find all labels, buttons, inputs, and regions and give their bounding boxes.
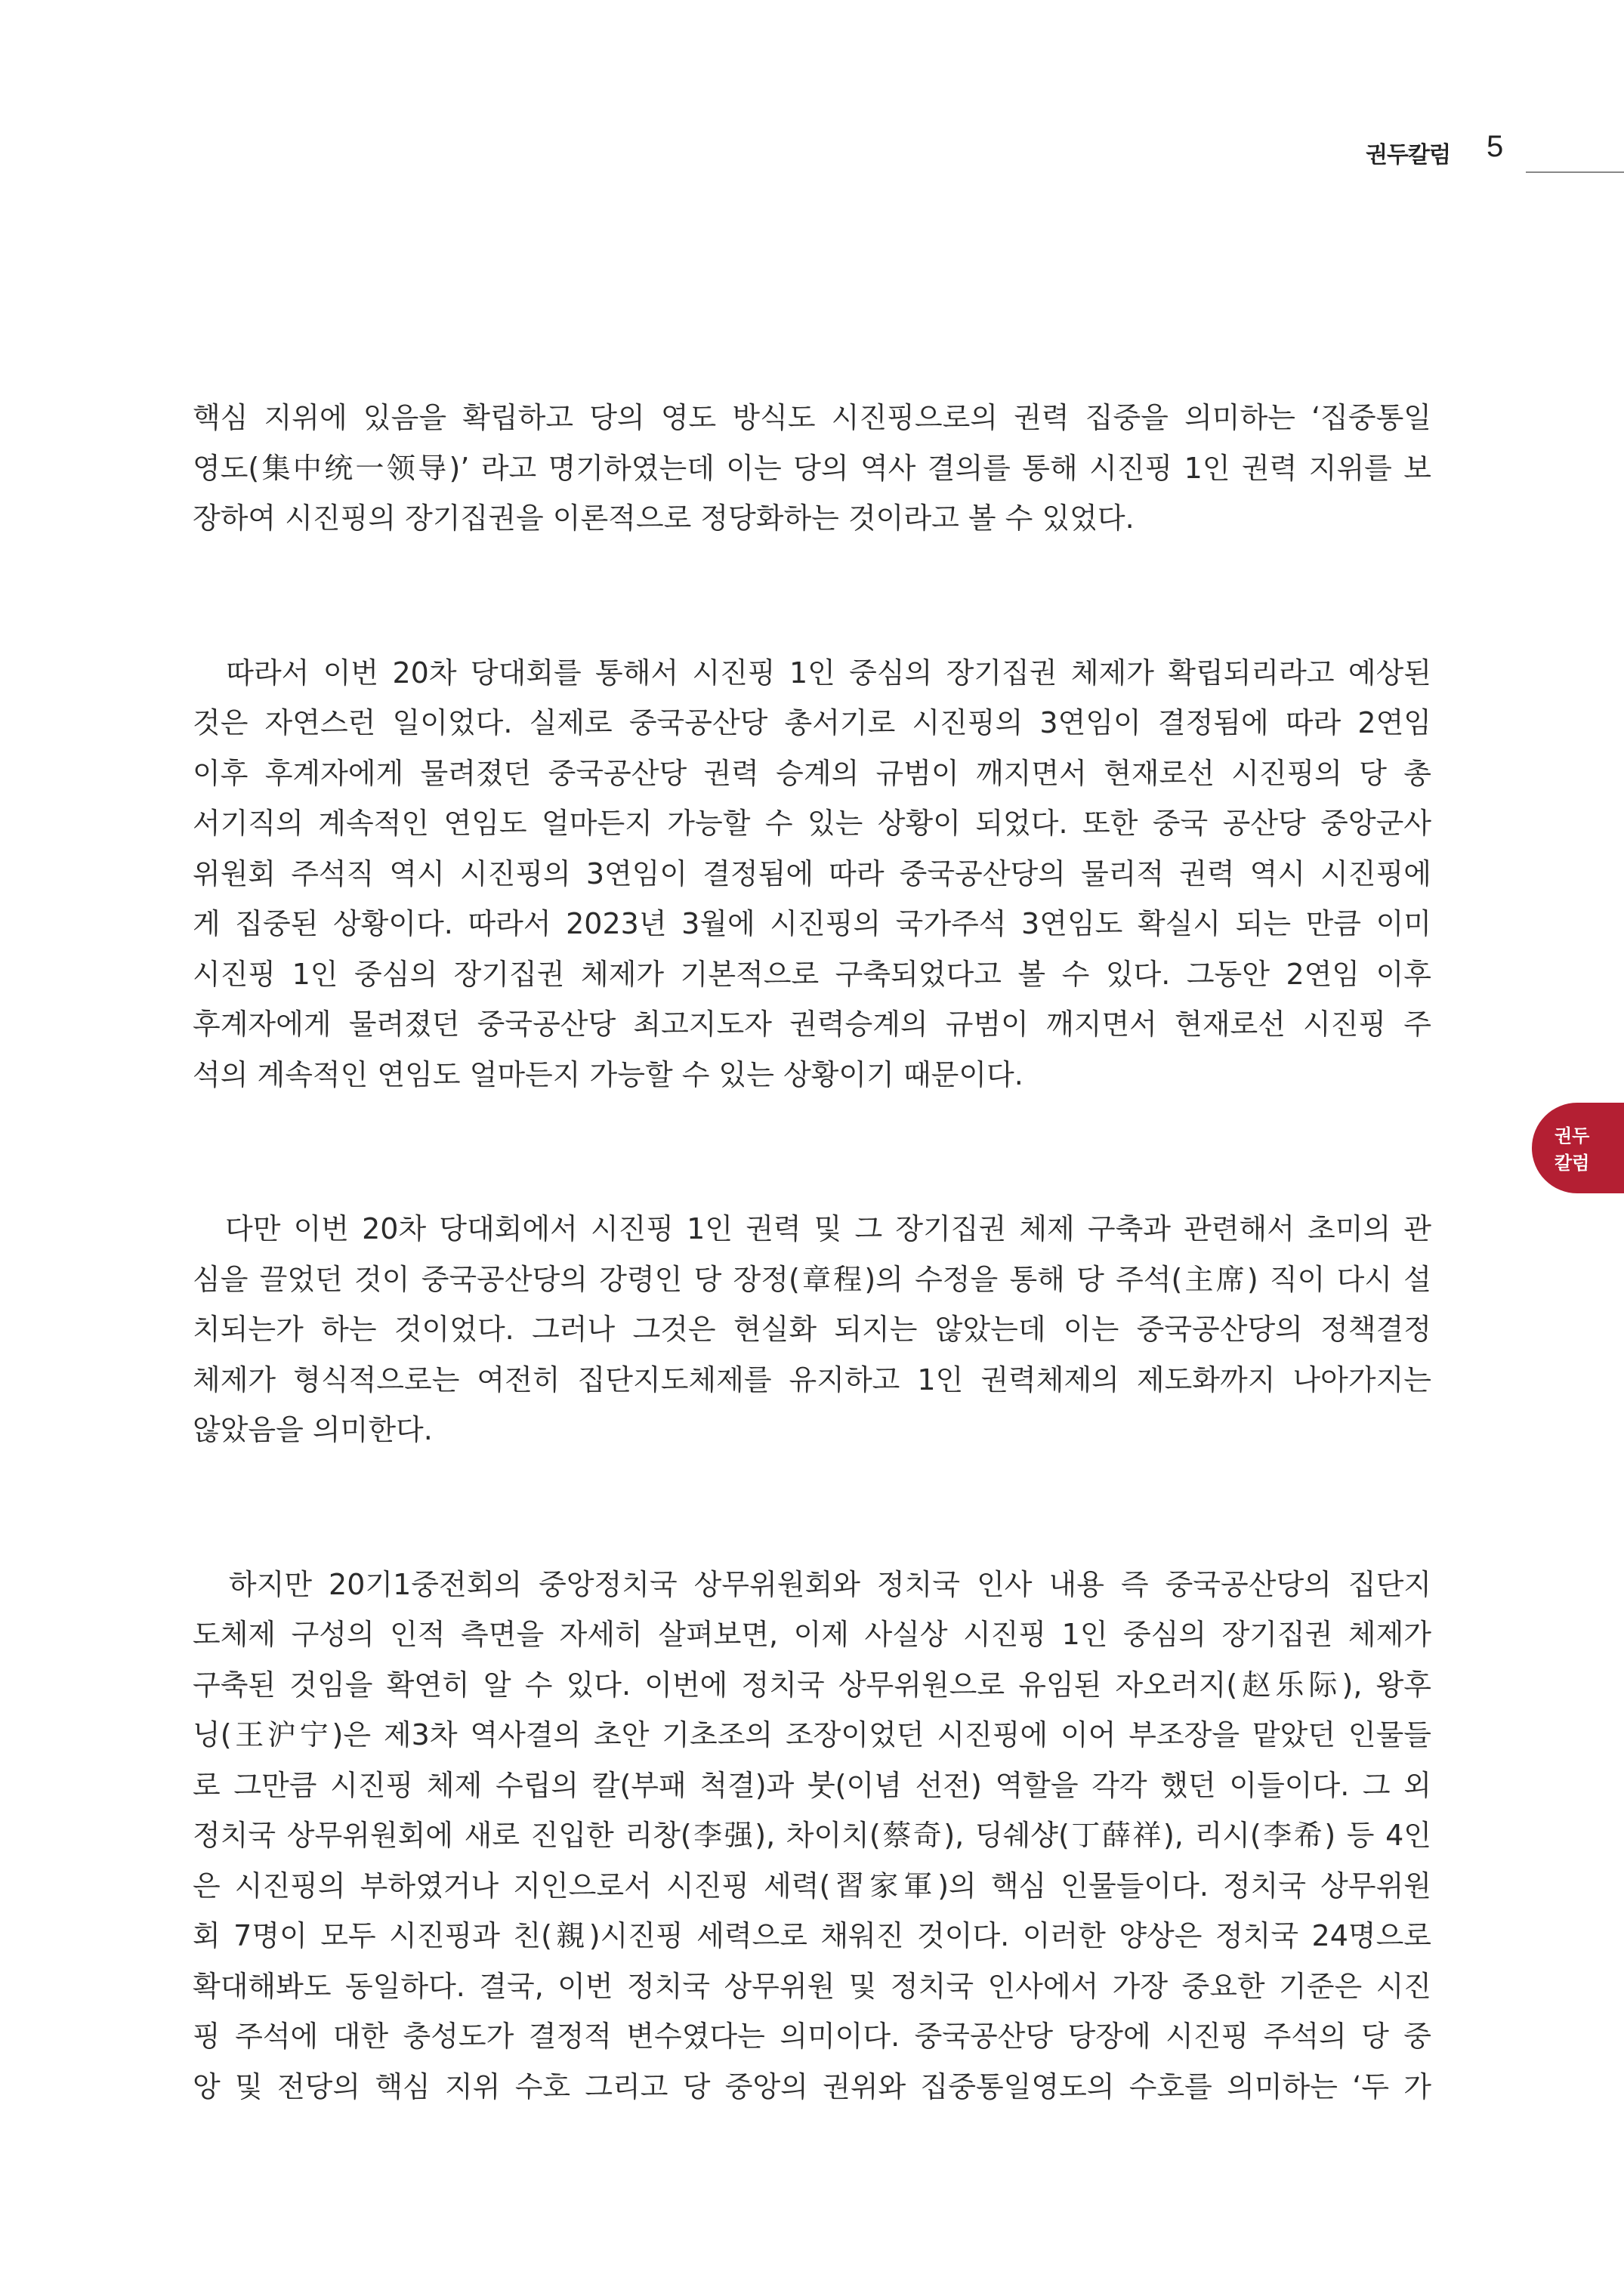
text-line: 게 집중된 상황이다. 따라서 2023년 3월에 시진핑의 국가주석 3연임도 확실시 되는 만큼 이미 [193,907,1431,940]
paragraph-4 [193,1560,1431,2112]
text-line: 위원회 주석직 역시 시진핑의 3연임이 결정됨에 따라 중국공산당의 물리적 권력 역시 시진핑에 [193,856,1431,890]
text-line: 핵심 지위에 있음을 확립하고 당의 영도 방식도 시진핑으로의 권력 집중을 의미하는 ‘집중통일 [193,401,1431,434]
section-tab [1532,1103,1624,1193]
text-line: 은 시진핑의 부하였거나 지인으로서 시진핑 세력(習家軍)의 핵심 인물들이다. 정치국 상무위원 [193,1869,1431,1903]
text-line: 구축된 것임을 확연히 알 수 있다. 이번에 정치국 상무위원으로 유임된 자오러지(赵乐际), 왕후 [193,1668,1431,1702]
page-number: 5 [1487,130,1504,163]
section-tab-line1: 권두 [1555,1125,1590,1146]
running-title: 권두칼럼 [1366,142,1450,168]
text-line: 확대해봐도 동일하다. 결국, 이번 정치국 상무위원 및 정치국 인사에서 가장 중요한 기준은 시진 [193,1969,1431,2003]
text-line: 체제가 형식적으로는 여전히 집단지도체제를 유지하고 1인 권력체제의 제도화까지 나아가지는 [193,1363,1431,1396]
text-line: 정치국 상무위원회에 새로 진입한 리창(李强), 차이치(蔡奇), 딩쉐샹(丁薛祥), 리시(李希) 등 4인 [193,1819,1431,1852]
text-line: 것은 자연스런 일이었다. 실제로 중국공산당 총서기로 시진핑의 3연임이 결정됨에 따라 2연임 [193,706,1431,739]
text-line: 앙 및 전당의 핵심 지위 수호 그리고 당 중앙의 권위와 집중통일영도의 수호를 의미하는 ‘두 가 [193,2069,1431,2103]
text-line: 핑 주석에 대한 충성도가 결정적 변수였다는 의미이다. 중국공산당 당장에 시진핑 주석의 당 중 [193,2020,1431,2053]
text-line: 도체제 구성의 인적 측면을 자세히 살펴보면, 이제 사실상 시진핑 1인 중심의 장기집권 체제가 [193,1618,1431,1651]
text-line: 시진핑 1인 중심의 장기집권 체제가 기본적으로 구축되었다고 볼 수 있다. 그동안 2연임 이후 [193,957,1431,991]
text-line: 석의 계속적인 연임도 얼마든지 가능할 수 있는 상황이기 때문이다. [193,1057,1023,1091]
paragraph-1 [193,393,1431,544]
text-line: 다만 이번 20차 당대회에서 시진핑 1인 권력 및 그 장기집권 체제 구축과 관련해서 초미의 관 [193,1212,1431,1245]
text-line: 로 그만큼 시진핑 체제 수립의 칼(부패 척결)과 붓(이념 선전) 역할을 각각 했던 이들이다. 그 외 [193,1768,1431,1802]
text-line: 장하여 시진핑의 장기집권을 이론적으로 정당화하는 것이라고 볼 수 있었다. [193,501,1135,535]
page-header [1360,130,1624,175]
text-line: 영도(集中统一领导)’ 라고 명기하였는데 이는 당의 역사 결의를 통해 시진핑 1인 권력 지위를 보 [193,451,1431,485]
paragraph-3 [193,1204,1431,1455]
text-line: 심을 끌었던 것이 중국공산당의 강령인 당 장정(章程)의 수정을 통해 당 주석(主席) 직이 다시 설 [193,1262,1431,1296]
text-line: 후계자에게 물려졌던 중국공산당 최고지도자 권력승계의 규범이 깨지면서 현재로선 시진핑 주 [193,1008,1431,1041]
text-line: 않았음을 의미한다. [193,1413,433,1446]
article-body [193,393,1431,2112]
text-line: 서기직의 계속적인 연임도 얼마든지 가능할 수 있는 상황이 되었다. 또한 중국 공산당 중앙군사 [193,807,1431,840]
text-line: 치되는가 하는 것이었다. 그러나 그것은 현실화 되지는 않았는데 이는 중국공산당의 정책결정 [193,1313,1431,1346]
section-tab-line2: 칼럼 [1555,1153,1590,1174]
text-line: 회 7명이 모두 시진핑과 친(親)시진핑 세력으로 채워진 것이다. 이러한 양상은 정치국 24명으로 [193,1919,1431,1952]
text-line: 하지만 20기1중전회의 중앙정치국 상무위원회와 정치국 인사 내용 즉 중국공산당의 집단지 [193,1567,1431,1601]
text-line: 따라서 이번 20차 당대회를 통해서 시진핑 1인 중심의 장기집권 체제가 확립되리라고 예상된 [193,656,1431,690]
paragraph-2 [193,648,1431,1100]
text-line: 이후 후계자에게 물려졌던 중국공산당 권력 승계의 규범이 깨지면서 현재로선 시진핑의 당 총 [193,756,1431,790]
header-rule [1526,171,1624,173]
text-line: 닝(王沪宁)은 제3차 역사결의 초안 기초조의 조장이었던 시진핑에 이어 부조장을 맡았던 인물들 [193,1718,1431,1751]
